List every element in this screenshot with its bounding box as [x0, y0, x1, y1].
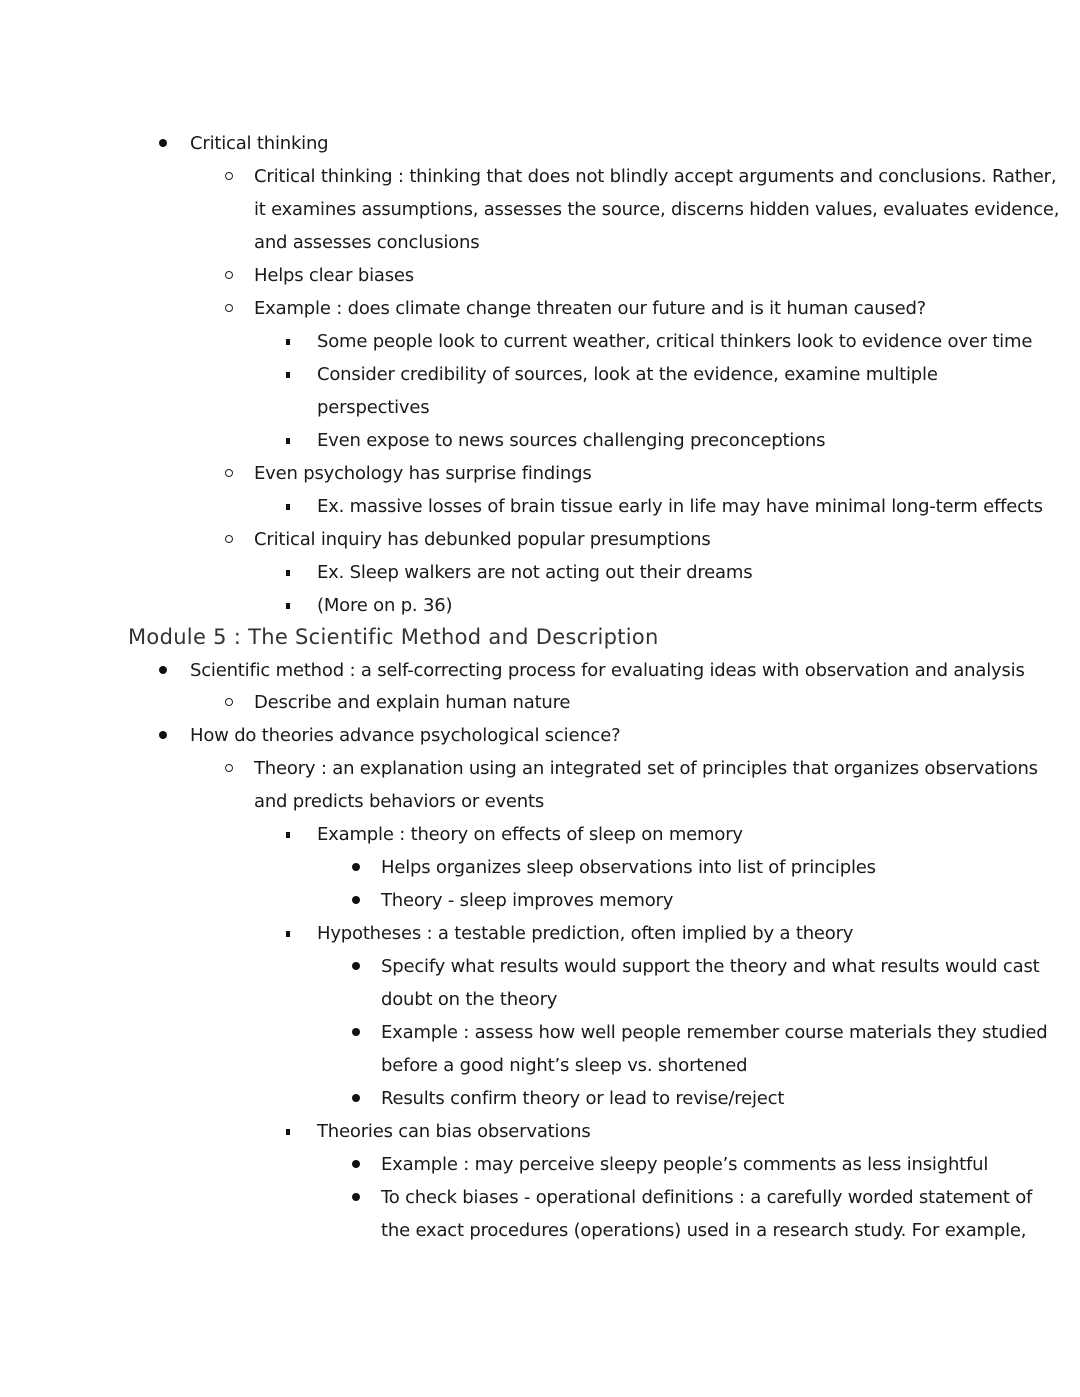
outline-item-level-1: Scientific method : a self-correcting process for evaluating ideas with observation and analysis	[190, 660, 1025, 681]
outline-item-level-2: Even psychology has surprise findings	[254, 463, 592, 484]
bullet-square-icon	[286, 372, 290, 378]
outline-item-level-4: Theory - sleep improves memory	[381, 890, 674, 911]
bullet-square-icon	[286, 931, 290, 937]
bullet-square-icon	[286, 339, 290, 345]
bullet-disc-icon	[352, 896, 360, 904]
outline-item-level-4: Results confirm theory or lead to revise/reject	[381, 1088, 785, 1109]
outline-item-continuation: perspectives	[317, 397, 430, 418]
bullet-square-icon	[286, 603, 290, 609]
outline-item-level-3: Even expose to news sources challenging preconceptions	[317, 430, 826, 451]
outline-item-level-4: Example : may perceive sleepy people’s comments as less insightful	[381, 1154, 989, 1175]
bullet-disc-icon	[159, 139, 167, 147]
outline-item-level-4: Specify what results would support the theory and what results would cast	[381, 956, 1040, 977]
bullet-disc-icon	[352, 863, 360, 871]
outline-item-continuation: before a good night’s sleep vs. shortened	[381, 1055, 748, 1076]
outline-item-level-4: To check biases - operational definitions : a carefully worded statement of	[381, 1187, 1033, 1208]
bullet-circle-icon	[225, 271, 233, 279]
outline-item-level-4: Helps organizes sleep observations into list of principles	[381, 857, 876, 878]
bullet-square-icon	[286, 438, 290, 444]
outline-item-continuation: and predicts behaviors or events	[254, 791, 545, 812]
outline-item-level-3: Consider credibility of sources, look at the evidence, examine multiple	[317, 364, 938, 385]
bullet-circle-icon	[225, 304, 233, 312]
outline-item-level-3: Hypotheses : a testable prediction, often implied by a theory	[317, 923, 854, 944]
outline-item-level-3: Ex. Sleep walkers are not acting out their dreams	[317, 562, 753, 583]
module-heading: Module 5 : The Scientific Method and Description	[128, 625, 659, 649]
bullet-circle-icon	[225, 535, 233, 543]
outline-item-level-1: How do theories advance psychological science?	[190, 725, 621, 746]
bullet-square-icon	[286, 832, 290, 838]
outline-item-level-2: Describe and explain human nature	[254, 692, 571, 713]
outline-item-level-2: Theory : an explanation using an integrated set of principles that organizes observations	[254, 758, 1038, 779]
bullet-square-icon	[286, 504, 290, 510]
bullet-circle-icon	[225, 698, 233, 706]
outline-item-level-2: Helps clear biases	[254, 265, 414, 286]
bullet-circle-icon	[225, 469, 233, 477]
bullet-disc-icon	[352, 1028, 360, 1036]
outline-item-level-2: Example : does climate change threaten our future and is it human caused?	[254, 298, 927, 319]
bullet-disc-icon	[159, 731, 167, 739]
bullet-disc-icon	[352, 1094, 360, 1102]
bullet-square-icon	[286, 570, 290, 576]
outline-item-level-2: Critical inquiry has debunked popular presumptions	[254, 529, 711, 550]
outline-item-level-2: Critical thinking : thinking that does not blindly accept arguments and conclusions. Rather,	[254, 166, 1057, 187]
outline-item-continuation: and assesses conclusions	[254, 232, 480, 253]
outline-item-continuation: the exact procedures (operations) used in a research study. For example,	[381, 1220, 1027, 1241]
bullet-disc-icon	[352, 1160, 360, 1168]
bullet-circle-icon	[225, 172, 233, 180]
outline-item-continuation: doubt on the theory	[381, 989, 558, 1010]
bullet-square-icon	[286, 1129, 290, 1135]
outline-item-level-3: Example : theory on effects of sleep on memory	[317, 824, 743, 845]
outline-item-level-1: Critical thinking	[190, 133, 329, 154]
bullet-disc-icon	[352, 1193, 360, 1201]
outline-item-level-3: (More on p. 36)	[317, 595, 453, 616]
outline-item-level-3: Theories can bias observations	[317, 1121, 591, 1142]
bullet-circle-icon	[225, 764, 233, 772]
outline-item-level-4: Example : assess how well people remember course materials they studied	[381, 1022, 1048, 1043]
bullet-disc-icon	[352, 962, 360, 970]
bullet-disc-icon	[159, 666, 167, 674]
outline-item-level-3: Ex. massive losses of brain tissue early in life may have minimal long-term effects	[317, 496, 1043, 517]
outline-item-continuation: it examines assumptions, assesses the source, discerns hidden values, evaluates evidence,	[254, 199, 1060, 220]
outline-item-level-3: Some people look to current weather, critical thinkers look to evidence over time	[317, 331, 1033, 352]
